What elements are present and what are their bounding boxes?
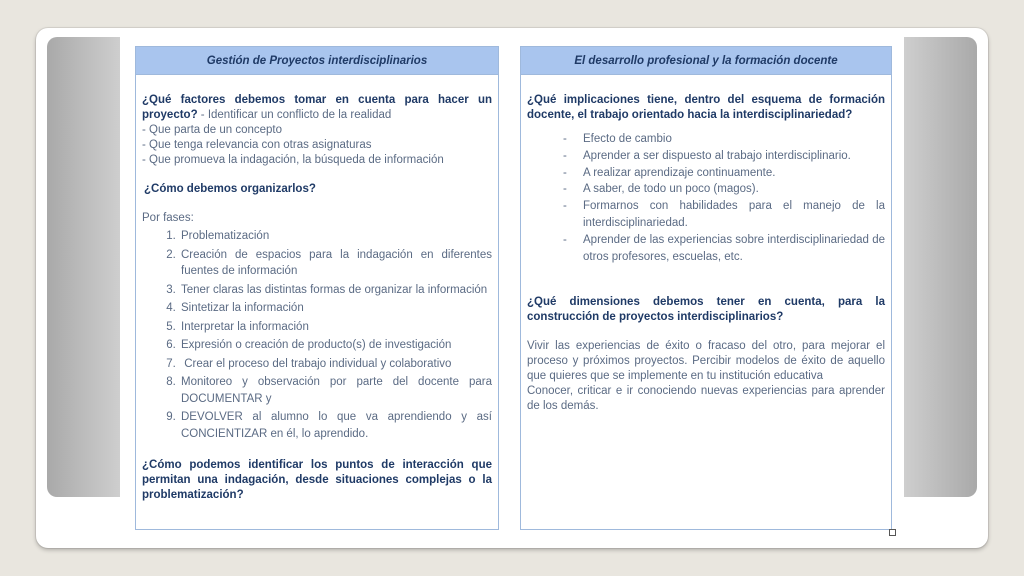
question-dimensions: ¿Qué dimensiones debemos tener en cuenta, para la construcción de proyectos interdisciplinarios? [527, 296, 885, 324]
dash-bullet: - [563, 133, 567, 145]
question-factors [142, 93, 492, 123]
dash-bullet: - [563, 200, 567, 213]
phases-list [142, 228, 492, 442]
question-organize: ¿Cómo debemos organizarlos? [144, 183, 316, 195]
phase-item: 7. Crear el proceso del trabajo individual y colaborativo [179, 356, 492, 373]
phase-item: 2. Creación de espacios para la indagación en diferentes fuentes de información [179, 247, 492, 280]
implication-item: - Aprender a ser dispuesto al trabajo interdisciplinario. [583, 148, 885, 165]
phase-item: 5. Interpretar la información [179, 319, 492, 336]
implication-item: - Aprender de las experiencias sobre interdisciplinariedad de otros profesores, escuelas, etc. [563, 233, 885, 263]
left-panel-title: Gestión de Proyectos interdisciplinarios [136, 47, 498, 75]
implication-item: - Efecto de cambio [583, 131, 885, 148]
question-factors-heading: ¿Qué factores debemos tomar en cuenta para hacer un proyecto? [142, 94, 492, 121]
question-implications: ¿Qué implicaciones tiene, dentro del esquema de formación docente, el trabajo orientado hacia la interdisciplinariedad? [527, 94, 885, 121]
question-factors-answer: - Identificar un conflicto de la realidad [197, 109, 392, 121]
implications-list [527, 131, 885, 265]
right-panel [520, 46, 892, 530]
phase-item: 3. Tener claras las distintas formas de organizar la información [179, 282, 492, 299]
phase-item: 8. Monitoreo y observación por parte del docente para DOCUMENTAR y [179, 374, 492, 407]
resize-handle[interactable] [889, 529, 896, 536]
implication-item: - Formarnos con habilidades para el manejo de la interdisciplinariedad. [563, 200, 885, 229]
phase-item: 1. Problematización [179, 228, 492, 245]
phases-intro: Por fases: [142, 212, 194, 224]
factor-line: - Que tenga relevancia con otras asignaturas [142, 139, 372, 151]
phase-item: 6. Expresión o creación de producto(s) de investigación [179, 337, 492, 354]
dash-bullet: - [563, 183, 567, 196]
left-panel-body [136, 75, 498, 503]
factor-line: - Que parta de un concepto [142, 124, 283, 136]
dash-bullet: - [563, 149, 567, 162]
factor-line: - Que promueva la indagación, la búsqueda de información [142, 154, 444, 166]
dash-bullet: - [563, 233, 567, 246]
dimensions-paragraph: Vivir las experiencias de éxito o fracaso del otro, para mejorar el proceso y próximos proyectos. Percibir modelos de éxito de aquello que quieres que se implemente en tu institución educativa [527, 340, 885, 383]
question-interaction-points: ¿Cómo podemos identificar los puntos de interacción que permitan una indagación, desde situaciones complejas o la problematización? [142, 459, 492, 501]
dash-bullet: - [563, 166, 567, 179]
right-panel-body [521, 75, 891, 414]
implication-item: - A realizar aprendizaje continuamente. [583, 165, 885, 182]
left-panel [135, 46, 499, 530]
dimensions-paragraph: Conocer, criticar e ir conociendo nuevas experiencias para aprender de los demás. [527, 385, 885, 413]
phase-item: 4. Sintetizar la información [179, 300, 492, 317]
phase-item: 9. DEVOLVER al alumno lo que va aprendiendo y así CONCIENTIZAR en él, lo aprendido. [179, 409, 492, 442]
right-panel-title: El desarrollo profesional y la formación docente [521, 47, 891, 75]
implication-item: - A saber, de todo un poco (magos). [583, 181, 885, 198]
